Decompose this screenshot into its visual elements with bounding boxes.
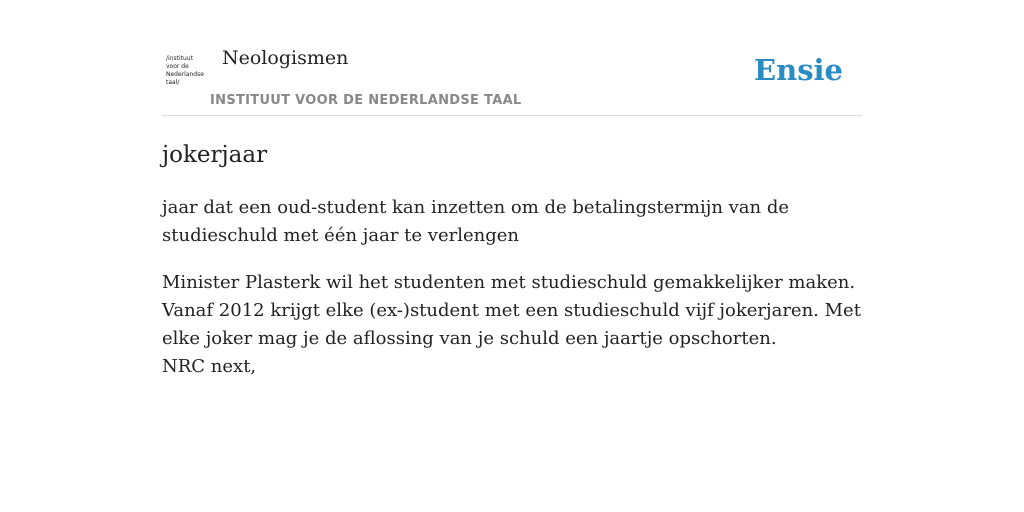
- ensie-brand-link[interactable]: Ensie: [754, 53, 843, 87]
- source-name[interactable]: Neologismen: [222, 47, 349, 69]
- logo-line: voor de: [166, 63, 189, 70]
- entry-term: jokerjaar: [162, 142, 268, 168]
- example-source: NRC next,: [162, 356, 257, 377]
- entry-definition: jaar dat een oud-student kan inzetten om de betalingstermijn van de studieschuld met één jaar te verlengen: [162, 197, 790, 246]
- instituut-logo[interactable]: [166, 55, 208, 89]
- source-organization: INSTITUUT VOOR DE NEDERLANDSE TAAL: [210, 93, 522, 108]
- page-container: [162, 0, 862, 381]
- header: [162, 0, 862, 116]
- logo-line: taal/: [166, 79, 180, 86]
- logo-line: /instituut: [166, 55, 193, 62]
- example-text: Minister Plasterk wil het studenten met studieschuld gemakkelijker maken. Vanaf 2012 krijgt elke (ex-)student met een studieschuld vijf jokerjaren. Met elke joker mag je de aflossing van je schuld een jaartje opschorten.: [162, 272, 861, 349]
- entry-example: [162, 269, 862, 381]
- logo-line: Nederlandse: [166, 71, 204, 78]
